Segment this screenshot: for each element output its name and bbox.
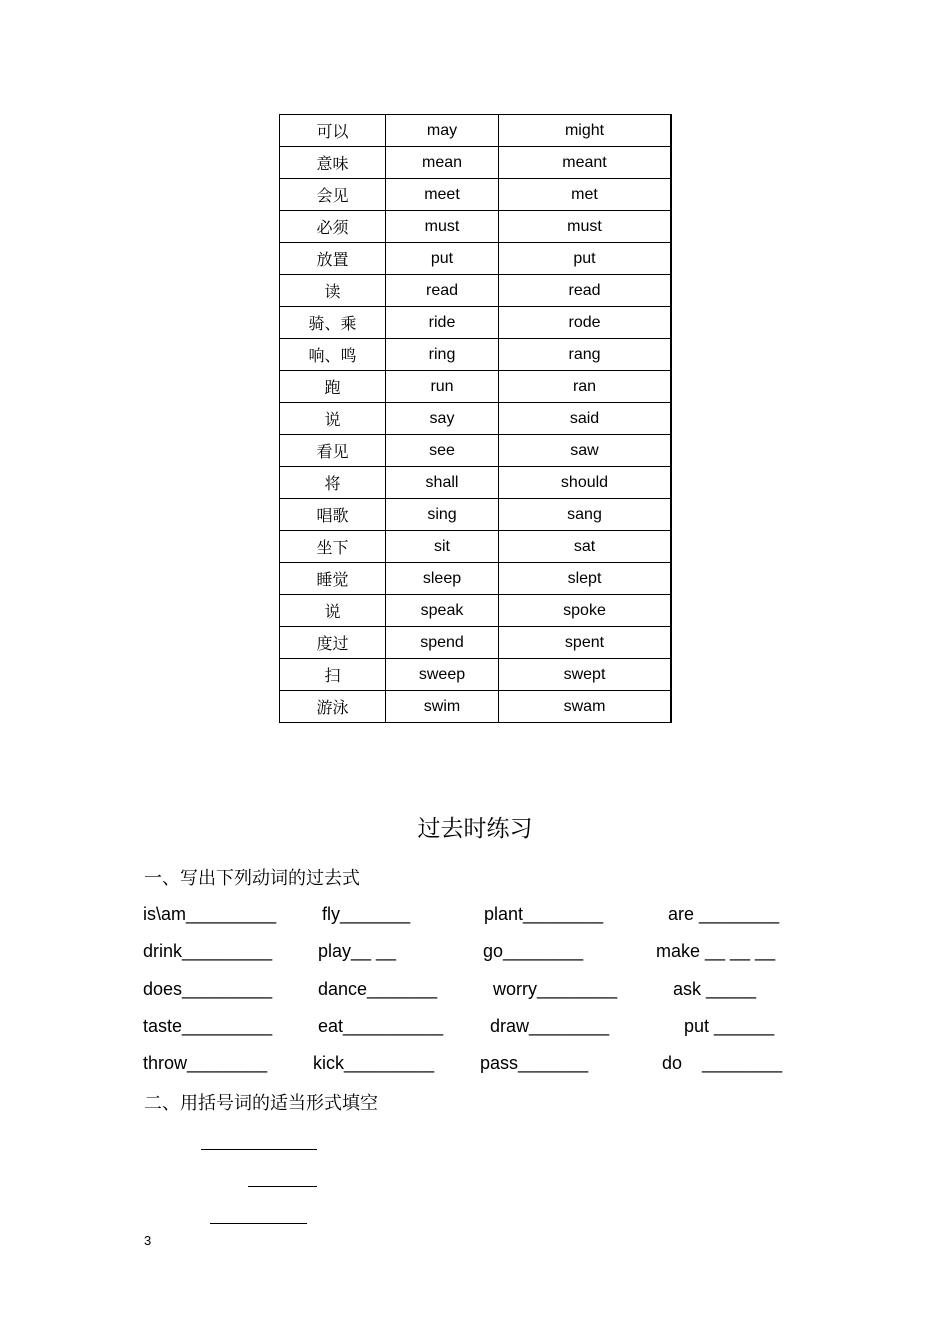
chinese-meaning-cell: 会见 xyxy=(280,179,386,211)
table-row xyxy=(280,499,672,531)
table-row xyxy=(280,275,672,307)
past-form-cell: slept xyxy=(499,563,672,595)
table-row xyxy=(280,147,672,179)
base-form-cell: may xyxy=(386,115,499,147)
table-row xyxy=(280,595,672,627)
base-form-cell: say xyxy=(386,403,499,435)
base-form-cell: read xyxy=(386,275,499,307)
past-form-cell: put xyxy=(499,243,672,275)
chinese-meaning-cell: 睡觉 xyxy=(280,563,386,595)
chinese-meaning-cell: 骑、乘 xyxy=(280,307,386,339)
past-form-cell: swam xyxy=(499,691,672,723)
chinese-meaning-cell: 意味 xyxy=(280,147,386,179)
base-form-cell: must xyxy=(386,211,499,243)
chinese-meaning-cell: 说 xyxy=(280,595,386,627)
chinese-meaning-cell: 必须 xyxy=(280,211,386,243)
exercise-item: are ________ xyxy=(668,904,780,924)
exercise-item: dance_______ xyxy=(318,979,438,999)
base-form-cell: swim xyxy=(386,691,499,723)
base-form-cell: spend xyxy=(386,627,499,659)
base-form-cell: put xyxy=(386,243,499,275)
past-form-cell: read xyxy=(499,275,672,307)
exercise-item: go________ xyxy=(483,941,584,961)
past-form-cell: rang xyxy=(499,339,672,371)
chinese-meaning-cell: 读 xyxy=(280,275,386,307)
verb-table xyxy=(279,114,672,723)
past-form-cell: rode xyxy=(499,307,672,339)
chinese-meaning-cell: 坐下 xyxy=(280,531,386,563)
exercise-item: throw________ xyxy=(143,1053,268,1073)
answer-blank-line xyxy=(201,1149,317,1150)
table-row xyxy=(280,307,672,339)
base-form-cell: sing xyxy=(386,499,499,531)
chinese-meaning-cell: 说 xyxy=(280,403,386,435)
exercise-item: fly_______ xyxy=(322,904,411,924)
exercise-item: do ________ xyxy=(662,1053,783,1073)
exercise-item: taste_________ xyxy=(143,1016,273,1036)
page-title: 过去时练习 xyxy=(417,816,533,842)
answer-blank-line xyxy=(210,1223,307,1224)
base-form-cell: sit xyxy=(386,531,499,563)
exercise-item: kick_________ xyxy=(313,1053,435,1073)
past-form-cell: swept xyxy=(499,659,672,691)
past-form-cell: met xyxy=(499,179,672,211)
base-form-cell: mean xyxy=(386,147,499,179)
past-form-cell: sang xyxy=(499,499,672,531)
past-form-cell: spoke xyxy=(499,595,672,627)
chinese-meaning-cell: 放置 xyxy=(280,243,386,275)
exercise-item: draw________ xyxy=(490,1016,610,1036)
answer-blank-line xyxy=(248,1186,317,1187)
past-form-cell: meant xyxy=(499,147,672,179)
base-form-cell: see xyxy=(386,435,499,467)
exercise-item: drink_________ xyxy=(143,941,273,961)
table-row xyxy=(280,211,672,243)
exercise-item: make __ __ __ xyxy=(656,941,776,961)
exercise-item: put ______ xyxy=(684,1016,775,1036)
chinese-meaning-cell: 唱歌 xyxy=(280,499,386,531)
table-row xyxy=(280,115,672,147)
exercise-item: worry________ xyxy=(493,979,618,999)
past-form-cell: saw xyxy=(499,435,672,467)
table-row xyxy=(280,435,672,467)
past-form-cell: spent xyxy=(499,627,672,659)
chinese-meaning-cell: 度过 xyxy=(280,627,386,659)
table-row xyxy=(280,371,672,403)
exercise-item: play__ __ xyxy=(318,941,397,961)
past-form-cell: must xyxy=(499,211,672,243)
table-row xyxy=(280,659,672,691)
exercise-item: does_________ xyxy=(143,979,273,999)
exercise-item: is\am_________ xyxy=(143,904,277,924)
chinese-meaning-cell: 看见 xyxy=(280,435,386,467)
table-row xyxy=(280,531,672,563)
exercise-item: plant________ xyxy=(484,904,604,924)
table-row xyxy=(280,627,672,659)
page-number: 3 xyxy=(144,1233,152,1248)
section-2-heading: 二、用括号词的适当形式填空 xyxy=(144,1093,378,1114)
chinese-meaning-cell: 可以 xyxy=(280,115,386,147)
past-form-cell: sat xyxy=(499,531,672,563)
chinese-meaning-cell: 将 xyxy=(280,467,386,499)
chinese-meaning-cell: 游泳 xyxy=(280,691,386,723)
base-form-cell: meet xyxy=(386,179,499,211)
chinese-meaning-cell: 跑 xyxy=(280,371,386,403)
base-form-cell: shall xyxy=(386,467,499,499)
exercise-item: ask _____ xyxy=(673,979,757,999)
chinese-meaning-cell: 扫 xyxy=(280,659,386,691)
exercise-item: pass_______ xyxy=(480,1053,589,1073)
table-row xyxy=(280,339,672,371)
base-form-cell: ride xyxy=(386,307,499,339)
table-row xyxy=(280,243,672,275)
table-row xyxy=(280,467,672,499)
table-row xyxy=(280,403,672,435)
past-form-cell: should xyxy=(499,467,672,499)
exercise-item: eat__________ xyxy=(318,1016,444,1036)
base-form-cell: speak xyxy=(386,595,499,627)
section-1-heading: 一、写出下列动词的过去式 xyxy=(144,868,360,889)
past-form-cell: said xyxy=(499,403,672,435)
chinese-meaning-cell: 响、鸣 xyxy=(280,339,386,371)
table-row xyxy=(280,691,672,723)
base-form-cell: sweep xyxy=(386,659,499,691)
base-form-cell: run xyxy=(386,371,499,403)
past-form-cell: might xyxy=(499,115,672,147)
table-row xyxy=(280,563,672,595)
past-form-cell: ran xyxy=(499,371,672,403)
base-form-cell: ring xyxy=(386,339,499,371)
table-row xyxy=(280,179,672,211)
base-form-cell: sleep xyxy=(386,563,499,595)
